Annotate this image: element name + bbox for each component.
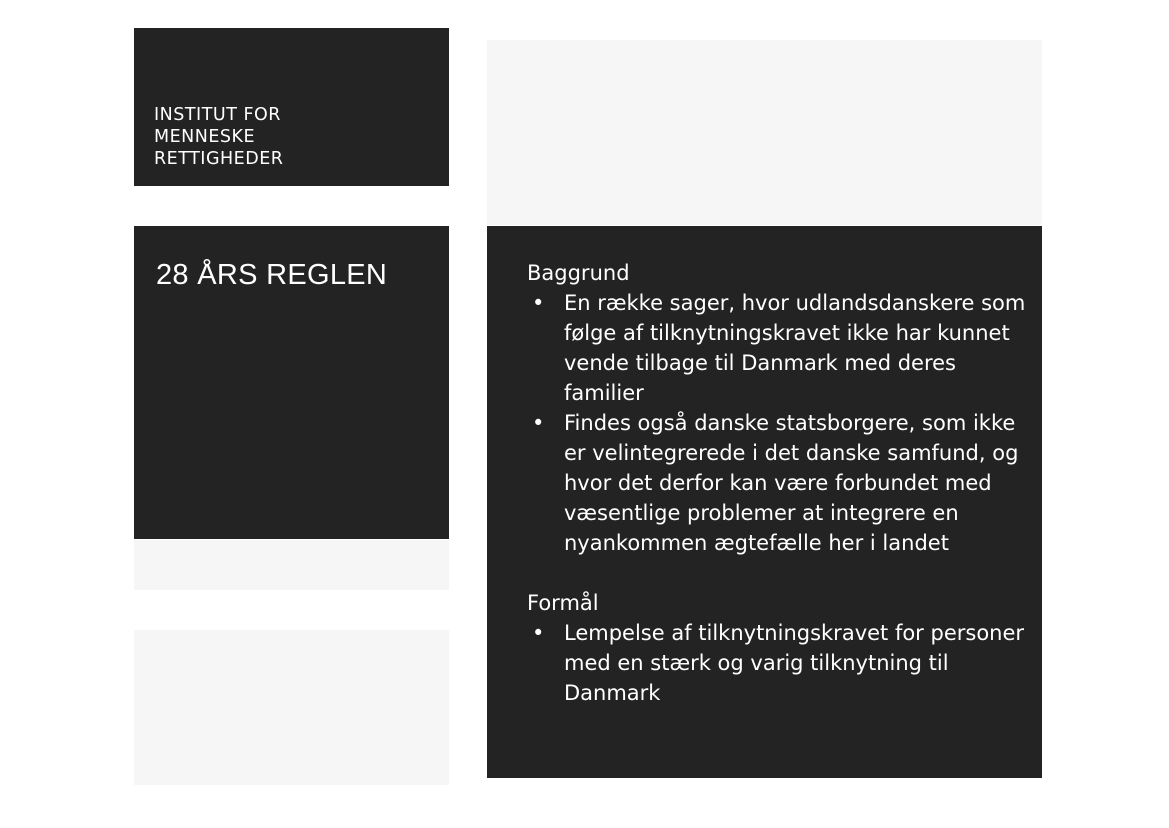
list-item	[527, 408, 1034, 558]
section-baggrund	[527, 258, 1042, 558]
title-panel	[134, 226, 449, 539]
bullet-icon: •	[532, 621, 545, 645]
bullet-text: En række sager, hvor udlandsdanskere som følge af tilknytningskravet ikke har kunnet vende tilbage til Danmark med deres familier	[564, 291, 1026, 405]
scan-shadow-left-mid	[134, 540, 449, 590]
logo-line-2: MENNESKE	[154, 127, 256, 147]
bullet-icon: •	[532, 291, 545, 315]
list-item	[527, 618, 1034, 708]
bullet-text: Findes også danske statsborgere, som ikke er velintegrerede i det danske samfund, og hvor det derfor kan være forbundet med væsentlige problemer at integrere en nyankommen ægtefælle her i landet	[564, 411, 1019, 555]
scan-shadow-left-bottom	[134, 630, 449, 785]
logo-line-1: INSTITUT FOR	[154, 105, 281, 125]
scan-shadow-top	[487, 40, 1042, 225]
content-panel	[487, 226, 1042, 778]
institute-logo	[134, 28, 449, 186]
bullet-list	[527, 618, 1042, 708]
section-formaal	[527, 588, 1042, 708]
slide-title: 28 ÅRS REGLEN	[156, 259, 388, 291]
section-heading: Baggrund	[527, 261, 630, 285]
bullet-text: Lempelse af tilknytningskravet for personer med en stærk og varig tilknytning til Danmark	[564, 621, 1025, 705]
logo-line-3: RETTIGHEDER	[154, 149, 284, 169]
bullet-icon: •	[532, 411, 545, 435]
section-spacer	[527, 558, 1042, 588]
list-item	[527, 288, 1034, 408]
bullet-list	[527, 288, 1042, 558]
logo-text	[154, 104, 283, 170]
section-heading: Formål	[527, 591, 599, 615]
